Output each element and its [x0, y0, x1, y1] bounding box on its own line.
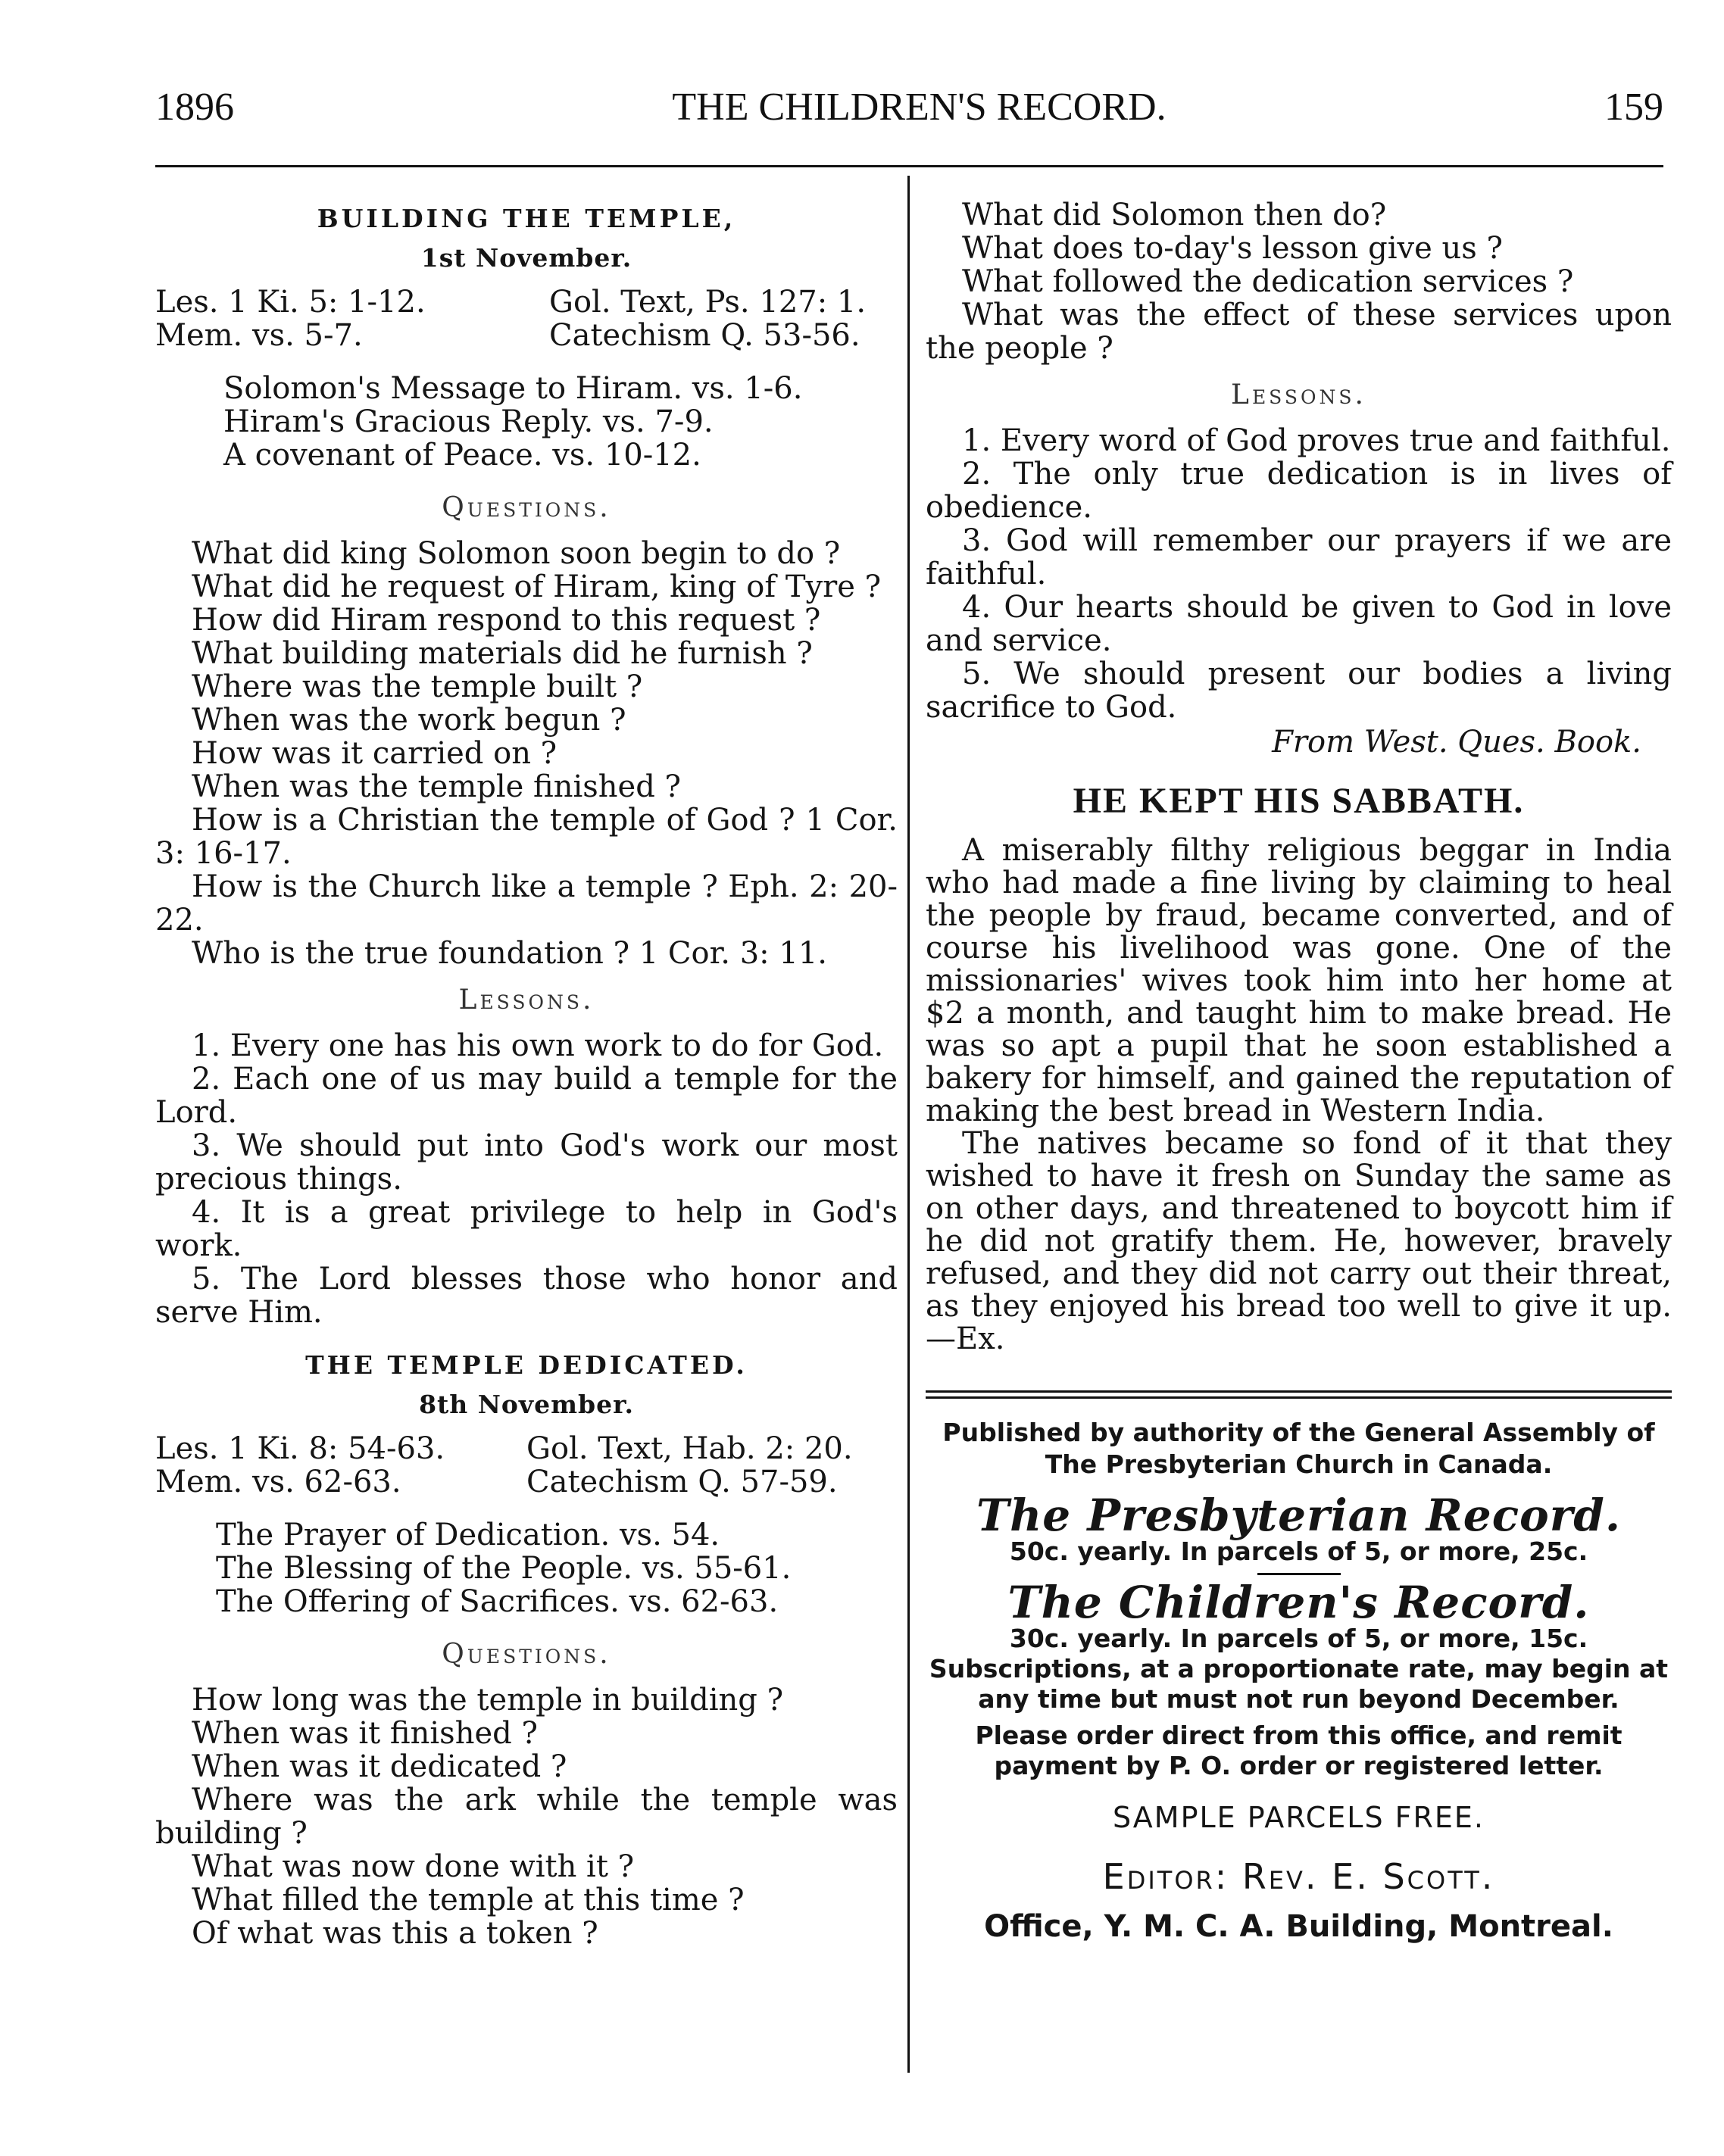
question: What was the effect of these services upon the people ?	[926, 298, 1672, 366]
question: What did Solomon then do?	[962, 198, 1387, 232]
lesson2-meta-golden-text: Gol. Text, Hab. 2: 20.	[526, 1431, 853, 1466]
outline-item: The Offering of Sacrifices. vs. 62-63.	[216, 1584, 779, 1619]
question: How is the Church like a temple ? Eph. 2: 20-22.	[155, 869, 898, 938]
question: What did he request of Hiram, king of Tyre ?	[192, 569, 882, 604]
question: Where was the temple built ?	[192, 669, 643, 704]
lesson1-outline	[223, 372, 898, 472]
outline-item: Hiram's Gracious Reply. vs. 7-9.	[223, 404, 714, 439]
lesson1-questions-heading: Questions.	[442, 492, 611, 523]
question: What did king Solomon soon begin to do ?	[192, 536, 841, 571]
question: What building materials did he furnish ?	[192, 636, 813, 671]
lesson1-meta-catechism: Catechism Q. 53-56.	[549, 318, 860, 353]
lesson1-meta-golden-text: Gol. Text, Ps. 127: 1.	[549, 285, 867, 320]
lesson-item: 5. The Lord blesses those who honor and serve Him.	[155, 1262, 898, 1330]
header-year: 1896	[155, 86, 234, 129]
article-paragraph: The natives became so fond of it that they wished to have it fresh on Sunday the same as on other days, and threatened to boycott him if he did not gratify them. He, however, bravely refused, and they did not carry out their threat, as they enjoyed his bread too well to give it up.—Ex.	[926, 1126, 1672, 1356]
column-divider	[907, 176, 910, 2073]
question: What was now done with it ?	[192, 1849, 635, 1884]
right-column	[926, 198, 1672, 1943]
lesson1-lessons	[155, 1029, 898, 1329]
lesson2-meta-memory: Mem. vs. 62-63.	[155, 1465, 401, 1499]
presbyterian-record-masthead: The Presbyterian Record.	[976, 1490, 1622, 1541]
question: How is a Christian the temple of God ? 1 Cor. 3: 16-17.	[155, 803, 898, 871]
lesson2-lessons	[926, 424, 1672, 724]
outline-item: The Prayer of Dedication. vs. 54.	[216, 1518, 720, 1552]
question: Where was the ark while the temple was building ?	[155, 1783, 898, 1851]
lesson2-lessons-heading: Lessons.	[1231, 379, 1366, 410]
lesson-item: 5. We should present our bodies a living sacrifice to God.	[926, 657, 1672, 725]
sample-parcels: SAMPLE PARCELS FREE.	[1112, 1801, 1485, 1834]
short-divider	[1257, 1573, 1341, 1575]
article-paragraph: A miserably filthy religious beggar in India who had made a fine living by claiming to heal the people by fraud, became converted, and of course his livelihood was gone. One of the missionaries' wives took him into her home at $2 a month, and taught him to make bread. He was so apt a pupil that he soon established a bakery for himself, and gained the reputation of making the best bread in Western India.	[926, 833, 1672, 1128]
lesson-item: 4. Our hearts should be given to God in love and service.	[926, 590, 1672, 658]
lesson1-meta-memory: Mem. vs. 5-7.	[155, 318, 363, 353]
question: When was the temple finished ?	[192, 769, 681, 804]
subscriptions-note: Subscriptions, at a proportionate rate, may begin at any time but must not run beyond December.	[929, 1654, 1669, 1714]
lesson1-meta-ref: Les. 1 Ki. 5: 1-12.	[155, 285, 426, 320]
lesson2-questions-heading: Questions.	[442, 1639, 611, 1670]
lesson2-title: THE TEMPLE DEDICATED.	[305, 1350, 748, 1380]
question: How long was the temple in building ?	[192, 1683, 784, 1718]
lesson2-meta-ref: Les. 1 Ki. 8: 54-63.	[155, 1431, 445, 1466]
lesson1-title: BUILDING THE TEMPLE,	[317, 204, 736, 233]
lesson2-questions-continued	[926, 198, 1672, 365]
lesson2-questions	[155, 1683, 898, 1950]
order-note: Please order direct from this office, and remit payment by P. O. order or registered letter.	[975, 1721, 1622, 1780]
lesson-item: 1. Every one has his own work to do for God.	[192, 1028, 884, 1063]
outline-item: Solomon's Message to Hiram. vs. 1-6.	[223, 371, 803, 406]
question: Of what was this a token ?	[192, 1916, 598, 1951]
question: How did Hiram respond to this request ?	[192, 603, 821, 638]
header-title: THE CHILDREN'S RECORD.	[672, 86, 1167, 129]
question: What does to-day's lesson give us ?	[962, 231, 1503, 266]
lesson1-date: 1st November.	[420, 243, 632, 273]
lesson-item: 3. God will remember our prayers if we are faithful.	[926, 523, 1672, 591]
lesson2-outline	[216, 1518, 898, 1618]
lesson-item: 4. It is a great privilege to help in God's work.	[155, 1195, 898, 1263]
lesson1-lessons-heading: Lessons.	[458, 984, 595, 1016]
presbyterian-record-price: 50c. yearly. In parcels of 5, or more, 25c.	[1009, 1537, 1588, 1566]
lesson2-date: 8th November.	[419, 1390, 634, 1419]
header-rule	[155, 165, 1663, 167]
outline-item: The Blessing of the People. vs. 55-61.	[216, 1551, 792, 1586]
question: When was it dedicated ?	[192, 1749, 567, 1784]
question: Who is the true foundation ? 1 Cor. 3: 11.	[192, 936, 827, 971]
editor-line: Editor: Rev. E. Scott.	[1102, 1856, 1495, 1897]
article-title: HE KEPT HIS SABBATH.	[1073, 781, 1525, 821]
published-by: Published by authority of the General Assembly of The Presbyterian Church in Canada.	[942, 1418, 1655, 1479]
question: What filled the temple at this time ?	[192, 1883, 745, 1917]
lesson-item: 1. Every word of God proves true and faithful.	[962, 423, 1671, 458]
question: What followed the dedication services ?	[962, 264, 1574, 299]
lesson-credit: From West. Ques. Book.	[1272, 725, 1641, 760]
header-page-number: 159	[1604, 86, 1663, 129]
notice-rule	[926, 1390, 1672, 1399]
lesson2-meta	[155, 1432, 898, 1499]
childrens-record-masthead: The Children's Record.	[1007, 1577, 1590, 1628]
question: When was it finished ?	[192, 1716, 538, 1751]
question: When was the work begun ?	[192, 703, 626, 738]
lesson-item: 2. Each one of us may build a temple for the Lord.	[155, 1062, 898, 1130]
lesson-item: 2. The only true dedication is in lives of obedience.	[926, 457, 1672, 525]
office-address: Office, Y. M. C. A. Building, Montreal.	[984, 1909, 1613, 1944]
lesson1-questions	[155, 537, 898, 970]
lesson1-meta	[155, 285, 898, 352]
question: How was it carried on ?	[192, 736, 557, 771]
lesson-item: 3. We should put into God's work our most precious things.	[155, 1128, 898, 1197]
left-column	[155, 193, 898, 1950]
outline-item: A covenant of Peace. vs. 10-12.	[223, 438, 701, 473]
lesson2-meta-catechism: Catechism Q. 57-59.	[526, 1465, 838, 1499]
page-header	[155, 85, 1663, 138]
childrens-record-price: 30c. yearly. In parcels of 5, or more, 15c.	[1009, 1624, 1588, 1653]
